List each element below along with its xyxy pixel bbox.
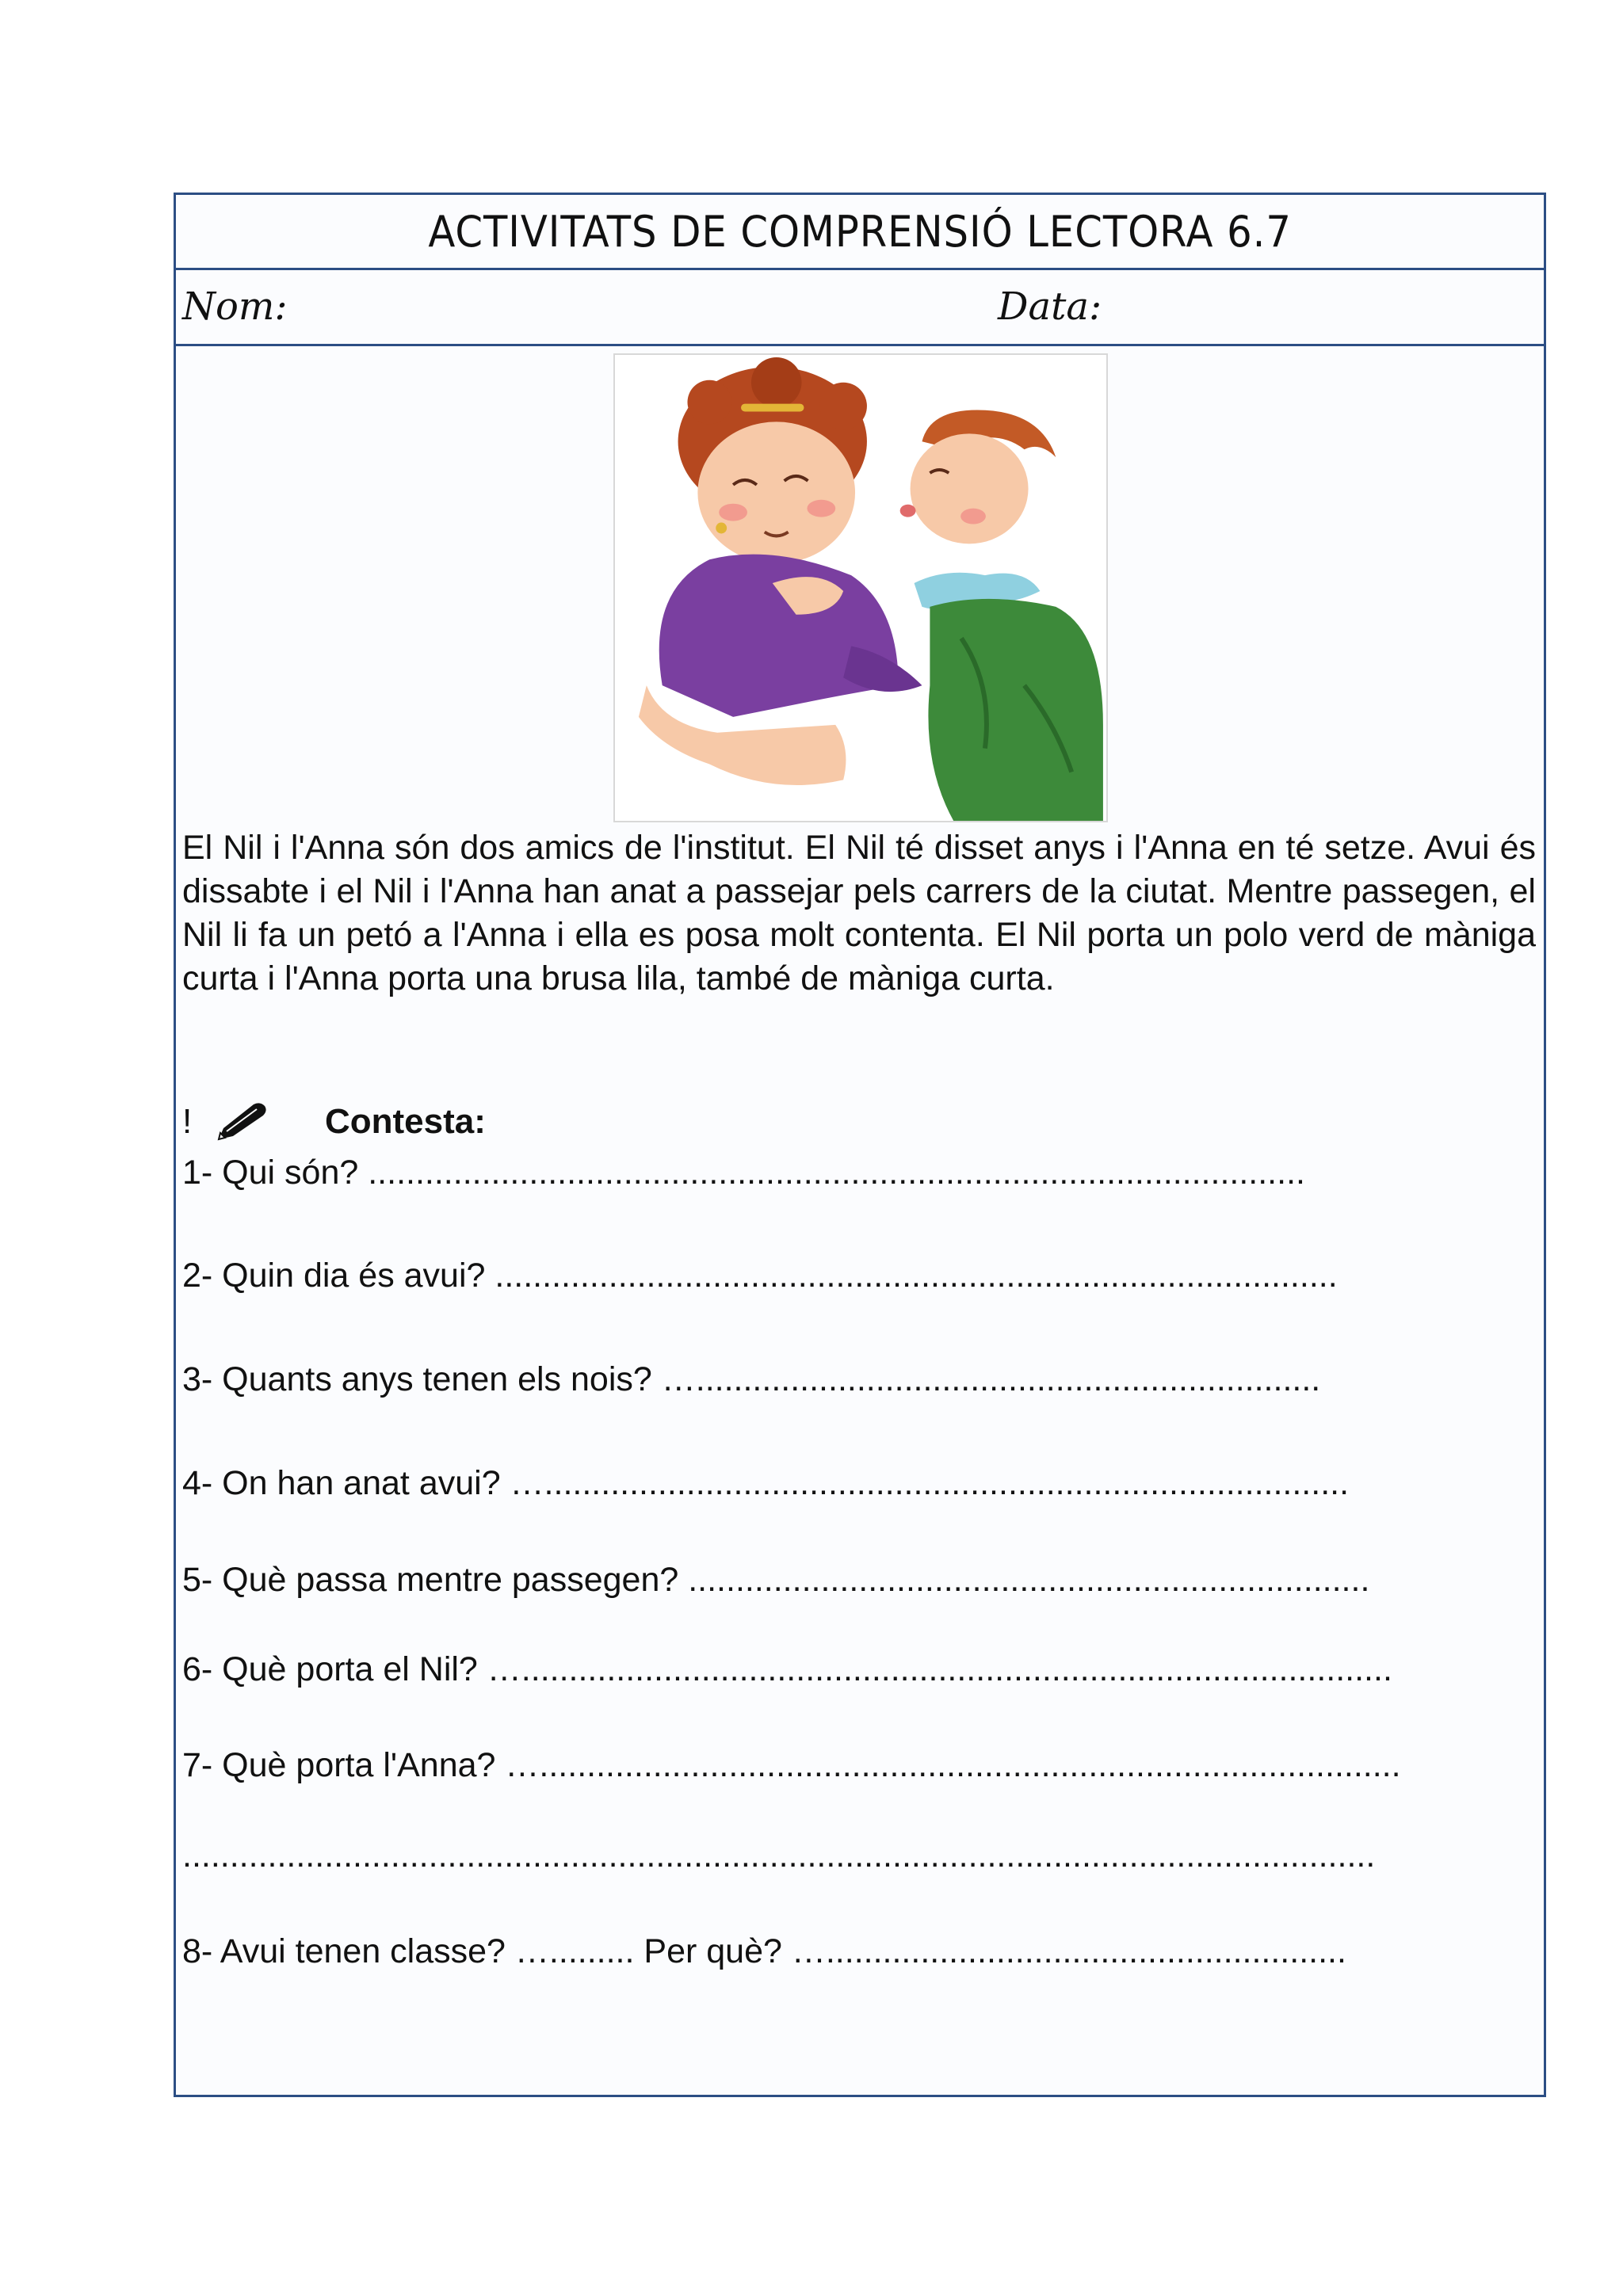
instruction-row [182, 1098, 486, 1146]
question-4: 4- On han anat avui? …..................................................................................... [182, 1464, 1350, 1502]
illustration-two-friends [613, 353, 1108, 822]
boy-polo [928, 599, 1103, 821]
date-label: Data: [998, 284, 1102, 329]
pencil-icon [214, 1100, 269, 1144]
answer-line-7: .............................................................................................................................. [182, 1836, 1376, 1875]
question-8: 8- Avui tenen classe? …......... Per què? …....................................................... [182, 1932, 1346, 1970]
title-row [176, 195, 1544, 270]
worksheet-title: ACTIVITATS DE COMPRENSIÓ LECTORA 6.7 [428, 206, 1292, 257]
question-3: 3- Quants anys tenen els nois? ….................................................................. [182, 1360, 1321, 1398]
question-5: 5- Què passa mentre passegen? ........................................................................ [182, 1561, 1370, 1599]
question-1: 1- Qui són? ................................................................................................... [182, 1154, 1305, 1192]
girl-face [697, 421, 855, 563]
name-label: Nom: [182, 284, 288, 329]
worksheet [174, 193, 1546, 2097]
question-2: 2- Quin dia és avui? ......................................................................................... [182, 1257, 1338, 1295]
girl-blouse [659, 555, 899, 717]
reading-passage: El Nil i l'Anna són dos amics de l'institut. El Nil té disset anys i l'Anna en té setze. Avui és dissabte i el Nil i l'Anna han anat a passejar pels carrers de la ciutat. Mentre passegen, el Nil li fa un petó a l'Anna i ella es posa molt contenta. El Nil porta un polo verd de màniga curta i l'Anna porta una brusa lila, també de màniga curta. [182, 829, 1536, 997]
question-6: 6- Què porta el Nil? …............................................................................................ [182, 1650, 1392, 1688]
instruction-mark: ! [182, 1102, 193, 1141]
instruction-label: Contesta: [325, 1102, 486, 1141]
name-date-row [176, 270, 1544, 346]
question-7: 7- Què porta l'Anna? …........................................................................................... [182, 1746, 1401, 1784]
boy-face [911, 433, 1029, 543]
